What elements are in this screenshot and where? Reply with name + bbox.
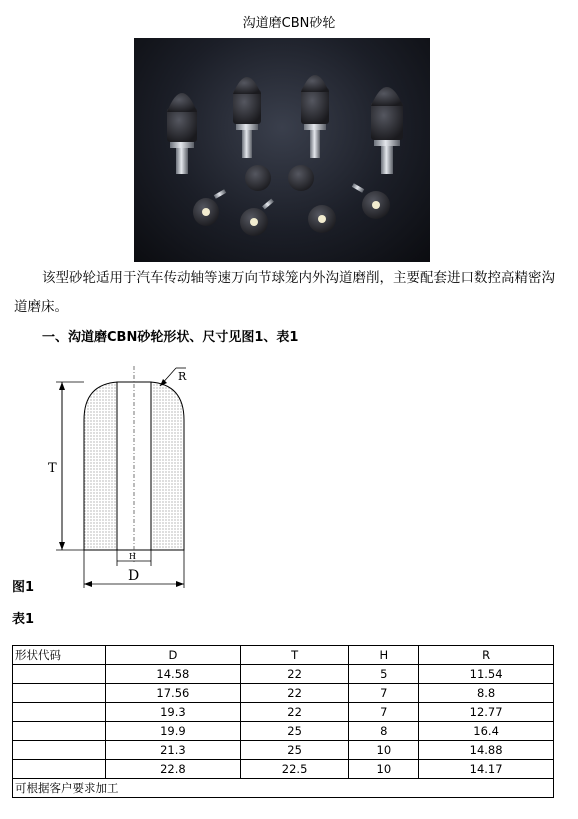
table-cell: 22.5: [240, 760, 349, 779]
table-cell: 25: [240, 722, 349, 741]
page-title: 沟道磨CBN砂轮: [242, 16, 336, 31]
table-cell: 22: [240, 703, 349, 722]
table-cell: [13, 760, 106, 779]
table-cell: 8: [349, 722, 419, 741]
table-cell: 5: [349, 665, 419, 684]
table-cell: [13, 741, 106, 760]
header-cell: H: [349, 646, 419, 665]
table-cell: 22: [240, 665, 349, 684]
header-cell: R: [419, 646, 554, 665]
table-cell: [13, 703, 106, 722]
intro-paragraph: 该型砂轮适用于汽车传动轴等速万向节球笼内外沟道磨削，主要配套进口数控高精密沟道磨床。: [14, 270, 555, 315]
table-cell: 25: [240, 741, 349, 760]
table-cell: 19.9: [106, 722, 241, 741]
large-wheel-2: [233, 77, 261, 158]
table-cell: 7: [349, 703, 419, 722]
table-cell: 7: [349, 684, 419, 703]
dim-label-R: R: [178, 370, 187, 383]
table-cell: 16.4: [419, 722, 554, 741]
table-cell: 11.54: [419, 665, 554, 684]
dim-label-H: H: [129, 552, 136, 561]
table-header-row: [13, 646, 554, 665]
table-cell: 14.17: [419, 760, 554, 779]
table-cell: 22.8: [106, 760, 241, 779]
table-row: [13, 684, 554, 703]
table-cell: 12.77: [419, 703, 554, 722]
table-cell: 22: [240, 684, 349, 703]
table-row: [13, 665, 554, 684]
table-cell: 10: [349, 760, 419, 779]
dim-label-T: T: [48, 461, 57, 476]
table-cell: [13, 684, 106, 703]
small-wheels: [193, 165, 390, 236]
table-cell: [13, 665, 106, 684]
spec-table: [12, 645, 554, 798]
table-cell: [13, 722, 106, 741]
large-wheel-1: [167, 93, 197, 174]
header-cell: D: [106, 646, 241, 665]
dim-label-D: D: [128, 568, 140, 584]
large-wheel-4: [371, 87, 403, 174]
table-footer-note: 可根据客户要求加工: [13, 779, 554, 798]
table-footer-row: [13, 779, 554, 798]
table-cell: 14.58: [106, 665, 241, 684]
grinding-wheels-image: [134, 38, 430, 262]
table-row: [13, 760, 554, 779]
table-cell: 21.3: [106, 741, 241, 760]
large-wheel-3: [301, 75, 329, 158]
table-row: [13, 703, 554, 722]
product-photo: [134, 38, 430, 262]
figure-1-drawing: [0, 360, 220, 594]
table-row: [13, 722, 554, 741]
table-caption: 表1: [12, 612, 35, 627]
figure-caption: 图1: [12, 580, 35, 595]
table-cell: 10: [349, 741, 419, 760]
section-heading: 一、沟道磨CBN砂轮形状、尺寸见图1、表1: [42, 330, 299, 345]
table-cell: 17.56: [106, 684, 241, 703]
table-cell: 19.3: [106, 703, 241, 722]
header-cell: 形状代码: [13, 646, 106, 665]
table-cell: 14.88: [419, 741, 554, 760]
table-row: [13, 741, 554, 760]
header-cell: T: [240, 646, 349, 665]
table-cell: 8.8: [419, 684, 554, 703]
